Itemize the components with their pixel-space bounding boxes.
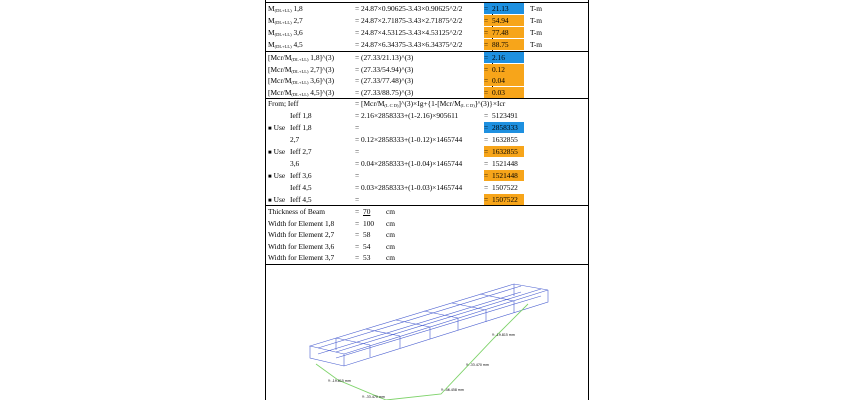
equals-sign: =	[355, 241, 360, 251]
equals-sign: =	[484, 4, 489, 13]
equals-sign: =	[484, 171, 489, 180]
ieff-formula: = $[Mcr/M_{(L C D)}]\^{}(3)\times Ig+\{1-[Mcr/M_{(L C D)}]\^{}(3)\}\times Icr$	[355, 99, 506, 108]
ieff-row	[266, 134, 588, 146]
beam-wireframe	[310, 284, 548, 366]
dimension-label: Width for Element 3,6	[268, 241, 335, 251]
ratio-formula: = (27.33/77.48)^(3)	[355, 76, 414, 85]
ieff-value: 1632855	[492, 135, 518, 144]
moment-unit: T-m	[530, 40, 543, 49]
moment-row	[266, 27, 588, 39]
equals-sign: =	[484, 195, 489, 204]
ratio-value: 0.04	[484, 75, 524, 86]
moment-row	[266, 3, 588, 15]
ratio-row	[266, 75, 588, 87]
ieff-formula: = 2.16×2858333+(1-2.16)×905611	[355, 111, 459, 120]
dimension-row	[266, 206, 588, 218]
dimension-row	[266, 229, 588, 241]
calculation-sheet	[265, 0, 589, 400]
ratio-value: 0.03	[484, 87, 524, 98]
ieff-value: 1507522	[484, 194, 524, 205]
equals-sign: =	[484, 111, 489, 120]
dimension-unit: cm	[386, 230, 396, 239]
ieff-row	[266, 110, 588, 122]
ieff-row	[266, 158, 588, 170]
equals-sign: =	[484, 159, 489, 168]
dimension-row	[266, 218, 588, 230]
ieff-value: 1507522	[492, 183, 518, 192]
dimension-unit: cm	[386, 207, 396, 216]
beam-deflection-drawing	[266, 262, 588, 400]
ieff-label: Ieff 4,5	[290, 195, 312, 204]
ieff-value: 1632855	[484, 146, 524, 157]
ieff-value: 5123491	[492, 111, 518, 120]
deflection-label: Y: -46.458 mm	[441, 388, 465, 392]
moment-formula: = 24.87×6.34375-3.43×6.34375^2/2	[355, 40, 463, 49]
deflection-label: Y: -33.470 mm	[466, 363, 490, 367]
ieff-label: 3,6	[290, 159, 300, 168]
moment-label: $M_{(DL+LL)}$ 4,5	[268, 40, 303, 49]
moment-value: 88.75	[484, 39, 524, 50]
element-division	[366, 329, 400, 336]
ieff-label: 2,7	[290, 135, 300, 144]
equals-sign: =	[484, 16, 489, 25]
moment-unit: T-m	[530, 28, 543, 37]
deflection-label: Y: -19.815 mm	[492, 333, 516, 337]
equals-sign: =	[484, 147, 489, 156]
dimension-value: 100	[363, 218, 375, 228]
ieff-value: 1521448	[484, 170, 524, 181]
equals-sign: =	[355, 207, 360, 216]
dimension-unit: cm	[386, 218, 396, 228]
moment-value: 21.13	[484, 3, 524, 14]
dimension-value: 54	[363, 241, 371, 251]
moment-formula: = 24.87×2.71875-3.43×2.71875^2/2	[355, 16, 463, 25]
ieff-row	[266, 122, 588, 134]
equals-sign: =	[484, 28, 489, 37]
equals-sign: =	[484, 64, 489, 74]
moment-row	[266, 15, 588, 27]
dimension-label: Width for Element 2,7	[268, 230, 335, 239]
beam-web-line	[318, 292, 521, 354]
ieff-label: Ieff 2,7	[290, 147, 312, 156]
ieff-row	[266, 194, 588, 206]
ieff-formula: =	[355, 195, 360, 204]
ieff-value: 2858333	[484, 122, 524, 133]
ieff-label: Ieff 1,8	[290, 123, 312, 132]
element-division	[480, 294, 514, 301]
moment-formula: = 24.87×4.53125-3.43×4.53125^2/2	[355, 28, 463, 37]
equals-sign: =	[484, 123, 489, 132]
dimension-unit: cm	[386, 241, 396, 251]
dimension-label: Width for Element 3,7	[268, 253, 335, 262]
equals-sign: =	[484, 87, 489, 97]
ieff-value: 1521448	[492, 159, 518, 168]
beam-web-line	[336, 296, 541, 358]
deflection-label: Y: -33.470 mm	[362, 395, 386, 399]
moment-value: 77.48	[484, 27, 524, 38]
dimension-row	[266, 241, 588, 253]
ratio-row	[266, 87, 588, 99]
ratio-label: [$Mcr/M_{(DL+LL)}$ 4,5]^(3)	[268, 87, 335, 97]
ratio-formula: = (27.33/54.94)^(3)	[355, 64, 414, 74]
ratio-label: [$Mcr/M_{(DL+LL)}$ 3,6]^(3)	[268, 76, 335, 85]
ieff-formula: =	[355, 171, 360, 180]
ieff-row	[266, 182, 588, 194]
ieff-formula: = 0.03×2858333+(1-0.03)×1465744	[355, 183, 463, 192]
ratio-formula: = (27.33/88.75)^(3)	[355, 87, 414, 97]
ieff-formula: =	[355, 147, 360, 156]
ieff-formula: = 0.04×2858333+(1-0.04)×1465744	[355, 159, 463, 168]
ieff-formula-row	[266, 98, 588, 110]
dimension-value: 58	[363, 230, 371, 239]
ratio-row	[266, 52, 588, 64]
ieff-formula: =	[355, 123, 360, 132]
ratio-label: [$Mcr/M_{(DL+LL)}$ 1,8]^(3)	[268, 53, 335, 62]
dimension-unit: cm	[386, 253, 396, 262]
ieff-label: Ieff 1,8	[290, 111, 312, 120]
use-marker: ■ Use	[268, 171, 286, 180]
dimension-value: 70	[363, 207, 371, 216]
ratio-value: 0.12	[484, 64, 524, 75]
from-label: From; Ieff	[268, 99, 299, 108]
moment-label: $M_{(DL+LL)}$ 3,6	[268, 28, 303, 37]
equals-sign: =	[355, 230, 360, 239]
moment-value: 54.94	[484, 15, 524, 26]
ratio-row	[266, 64, 588, 76]
use-marker: ■ Use	[268, 195, 286, 204]
equals-sign: =	[355, 253, 360, 262]
equals-sign: =	[484, 53, 489, 62]
ieff-row	[266, 170, 588, 182]
ieff-label: Ieff 4,5	[290, 183, 312, 192]
moment-row	[266, 39, 588, 51]
equals-sign: =	[484, 40, 489, 49]
element-division	[336, 338, 370, 345]
ieff-formula: = 0.12×2858333+(1-0.12)×1465744	[355, 135, 463, 144]
dimension-label: Width for Element 1,8	[268, 218, 335, 228]
use-marker: ■ Use	[268, 147, 286, 156]
moment-formula: = 24.87×0.90625-3.43×0.90625^2/2	[355, 4, 463, 13]
moment-unit: T-m	[530, 4, 543, 13]
moment-unit: T-m	[530, 16, 543, 25]
deflection-label: Y: -19.815 mm	[328, 379, 352, 383]
beam-web-line	[336, 289, 541, 352]
equals-sign: =	[355, 218, 360, 228]
ieff-label: Ieff 3,6	[290, 171, 312, 180]
use-marker: ■ Use	[268, 123, 286, 132]
equals-sign: =	[484, 183, 489, 192]
dimension-value: 53	[363, 253, 371, 262]
equals-sign: =	[484, 76, 489, 85]
ratio-value: 2.16	[484, 52, 524, 63]
moment-label: $M_{(DL+LL)}$ 2,7	[268, 16, 303, 25]
equals-sign: =	[484, 135, 489, 144]
ratio-label: [$Mcr/M_{(DL+LL)}$ 2,7]^(3)	[268, 64, 335, 74]
ieff-row	[266, 146, 588, 158]
moment-label: $M_{(DL+LL)}$ 1,8	[268, 4, 303, 13]
beam-web-line	[318, 286, 521, 348]
element-division	[424, 311, 458, 318]
dimension-label: Thickness of Beam	[268, 207, 326, 216]
ratio-formula: = (27.33/21.13)^(3)	[355, 53, 414, 62]
